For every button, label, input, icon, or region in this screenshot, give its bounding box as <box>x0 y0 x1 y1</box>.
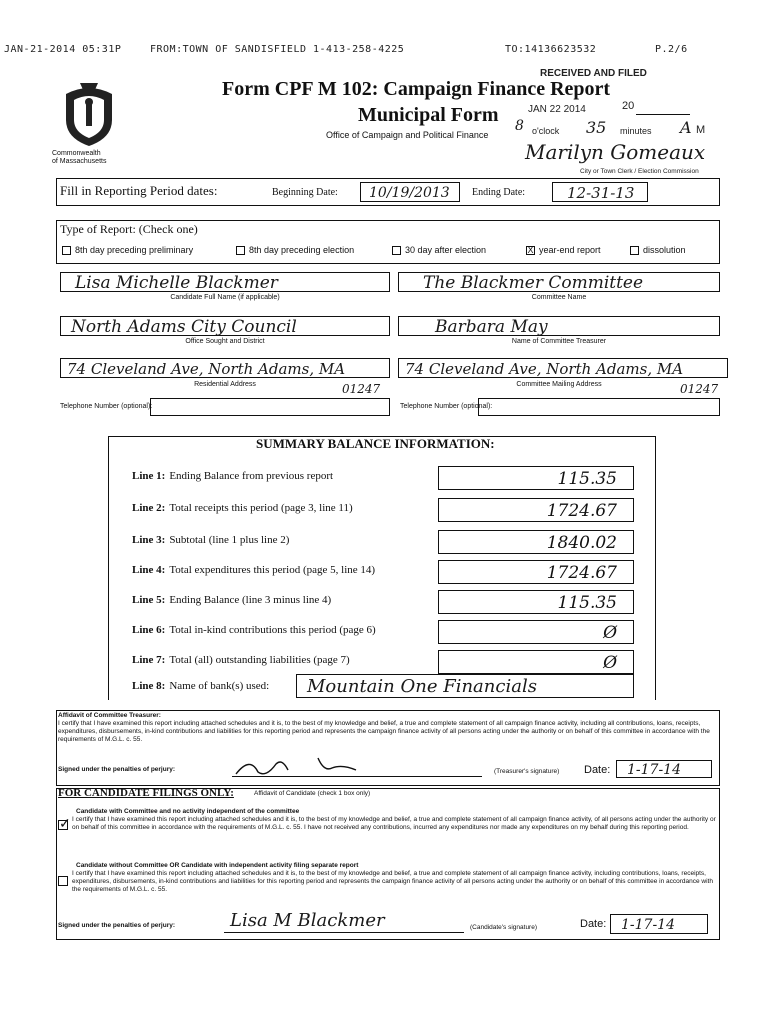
stamp-received: RECEIVED AND FILED <box>540 68 647 79</box>
summary-line-value[interactable]: 1724.67 <box>438 498 634 522</box>
option1-checkbox[interactable]: ✓ <box>59 817 71 832</box>
committee-name-field[interactable]: The Blackmer Committee <box>398 272 720 292</box>
candidate-signature-caption: (Candidate's signature) <box>470 924 537 931</box>
ending-date-field[interactable]: 12-31-13 <box>552 182 648 202</box>
treasurer-signed-label: Signed under the penalties of perjury: <box>58 766 176 773</box>
report-type-option-preliminary[interactable]: 8th day preceding preliminary <box>62 245 193 255</box>
summary-line-label: Line 4: Total expenditures this period (page 5, line 14) <box>132 564 376 576</box>
summary-line-label: Line 6: Total in-kind contributions this period (page 6) <box>132 624 376 636</box>
candidate-name-caption: Candidate Full Name (if applicable) <box>170 294 280 301</box>
stamp-minutes-label: minutes <box>620 126 652 136</box>
summary-title: SUMMARY BALANCE INFORMATION: <box>256 436 495 451</box>
fax-from: FROM:TOWN OF SANDISFIELD 1-413-258-4225 <box>150 44 405 55</box>
report-type-label: Type of Report: (Check one) <box>60 222 198 236</box>
office-sought-field[interactable]: North Adams City Council <box>60 316 390 336</box>
fax-to: TO:14136623532 <box>505 44 597 55</box>
candidate-filings-sub: Affidavit of Candidate (check 1 box only) <box>254 790 371 797</box>
residential-address-field[interactable]: 74 Cleveland Ave, North Adams, MA <box>60 358 390 378</box>
residential-zip: 01247 <box>342 382 381 396</box>
committee-zip: 01247 <box>680 382 719 396</box>
stamp-m: M <box>696 124 706 136</box>
treasurer-affidavit-heading: Affidavit of Committee Treasurer: <box>58 712 161 719</box>
checkbox[interactable] <box>630 246 639 255</box>
summary-line-label: Line 7: Total (all) outstanding liabilities (page 7) <box>132 654 350 666</box>
seal-caption: Commonwealth of Massachusetts <box>52 150 107 165</box>
option1-title: Candidate with Committee and no activity independent of the committee <box>76 808 300 815</box>
stamp-year-label: 20 <box>622 100 635 112</box>
treasurer-date-field[interactable]: 1-17-14 <box>616 760 712 778</box>
summary-line-8-label: Line 8: Name of bank(s) used: <box>132 680 270 692</box>
stamp-am-pm: A <box>680 118 692 137</box>
committee-phone-field[interactable] <box>478 398 720 416</box>
stamp-oclock: o'clock <box>532 126 560 136</box>
stamp-hour: 8 <box>515 118 524 134</box>
checkbox[interactable] <box>236 246 245 255</box>
summary-line-value[interactable]: Ø <box>438 620 634 644</box>
stamp-minutes: 35 <box>586 118 607 137</box>
summary-line-value[interactable]: 115.35 <box>438 590 634 614</box>
treasurer-affidavit-text: I certify that I have examined this report including attached schedules and it is, to the best of my knowledge and belief, a true and complete statement of all campaign finance activity, including all contributions, loans, receipts, expenditures, disbursements, in-kind contributions and liabilities for this reporting period and represents the campaign finance activity of all persons acting under the authority or on behalf of this committee in accordance with the requirements of M.G.L. c. 55. <box>58 720 710 743</box>
candidate-signed-label: Signed under the penalties of perjury: <box>58 922 176 929</box>
clerk-signature: Marilyn Gomeaux <box>525 140 706 164</box>
stamp-date: JAN 22 2014 <box>528 104 586 115</box>
residential-address-caption: Residential Address <box>194 381 256 388</box>
candidate-phone-field[interactable] <box>150 398 390 416</box>
summary-line-label: Line 1: Ending Balance from previous report <box>132 470 334 482</box>
committee-address-caption: Committee Mailing Address <box>516 381 602 388</box>
treasurer-date-label: Date: <box>584 764 611 776</box>
candidate-filings-heading: FOR CANDIDATE FILINGS ONLY: <box>58 787 234 799</box>
summary-line-value[interactable]: 1724.67 <box>438 560 634 584</box>
checkbox[interactable] <box>392 246 401 255</box>
fax-page: P.2/6 <box>655 44 688 55</box>
office-sought-caption: Office Sought and District <box>185 338 265 345</box>
report-type-option-election[interactable]: 8th day preceding election <box>236 245 354 255</box>
option2-checkbox[interactable] <box>58 876 68 886</box>
option2-text: I certify that I have examined this report including attached schedules and it is, to the best of my knowledge and belief, a true and complete statement of all campaign finance activity, including contributions, loans, receipts, expenditures, disbursements, in-kind contributions and liabilities for this reporting period and represents the campaign finance activity of all persons acting under the authority or on behalf of this committee in accordance with the requirements of M.G.L. c. 55. <box>72 870 713 893</box>
beginning-date-field[interactable]: 10/19/2013 <box>360 182 460 202</box>
committee-name-caption: Committee Name <box>531 294 587 301</box>
treasurer-name-caption: Name of Committee Treasurer <box>511 338 607 345</box>
treasurer-signature-caption: (Treasurer's signature) <box>494 768 560 775</box>
form-subtitle: Municipal Form <box>358 104 499 126</box>
report-type-option-after-election[interactable]: 30 day after election <box>392 245 486 255</box>
bank-name-field[interactable]: Mountain One Financials <box>296 674 634 698</box>
reporting-period-label: Fill in Reporting Period dates: <box>60 183 218 198</box>
candidate-signature-line <box>224 932 464 933</box>
treasurer-signature-line <box>232 776 482 777</box>
summary-line-label: Line 5: Ending Balance (line 3 minus line 4) <box>132 594 332 606</box>
candidate-phone-label: Telephone Number (optional): <box>60 403 153 410</box>
report-type-option-year-end[interactable]: X year-end report <box>527 245 601 256</box>
summary-line-value[interactable]: 115.35 <box>438 466 634 490</box>
treasurer-signature <box>232 754 372 778</box>
candidate-date-field[interactable]: 1-17-14 <box>610 914 708 934</box>
option2-title: Candidate without Committee OR Candidate with independent activity filing separate report <box>76 862 359 869</box>
state-seal-icon <box>60 80 118 148</box>
option1-text: I certify that I have examined this report including attached schedules and it is, to the best of my knowledge and belief, a true and complete statement of all campaign finance activity, of all persons acting under the authority or on behalf of this committee in accordance with the requirements of M.G.L. c. 55. I have not received any contributions, incurred any expenditures nor made any expenditures on my behalf during this reporting period. <box>72 816 716 831</box>
summary-line-value[interactable]: 1840.02 <box>438 530 634 554</box>
summary-line-label: Line 2: Total receipts this period (page 3, line 11) <box>132 502 353 514</box>
office-name: Office of Campaign and Political Finance <box>326 130 489 140</box>
candidate-date-label: Date: <box>580 918 607 930</box>
summary-line-value[interactable]: Ø <box>438 650 634 674</box>
committee-phone-label: Telephone Number (optional): <box>400 403 493 410</box>
checkbox[interactable] <box>62 246 71 255</box>
report-type-option-dissolution[interactable]: dissolution <box>630 245 686 255</box>
beginning-date-label: Beginning Date: <box>272 187 338 198</box>
form-title: Form CPF M 102: Campaign Finance Report <box>222 78 611 100</box>
summary-line-label: Line 3: Subtotal (line 1 plus line 2) <box>132 534 290 546</box>
ending-date-label: Ending Date: <box>472 187 526 198</box>
candidate-signature: Lisa M Blackmer <box>230 910 385 931</box>
stamp-year-line <box>636 114 690 115</box>
candidate-name-field[interactable]: Lisa Michelle Blackmer <box>60 272 390 292</box>
checkbox[interactable]: X <box>527 245 534 256</box>
clerk-caption: City or Town Clerk / Election Commission <box>580 168 699 175</box>
fax-datetime: JAN-21-2014 05:31P <box>4 44 122 55</box>
treasurer-name-field[interactable]: Barbara May <box>398 316 720 336</box>
committee-address-field[interactable]: 74 Cleveland Ave, North Adams, MA <box>398 358 728 378</box>
